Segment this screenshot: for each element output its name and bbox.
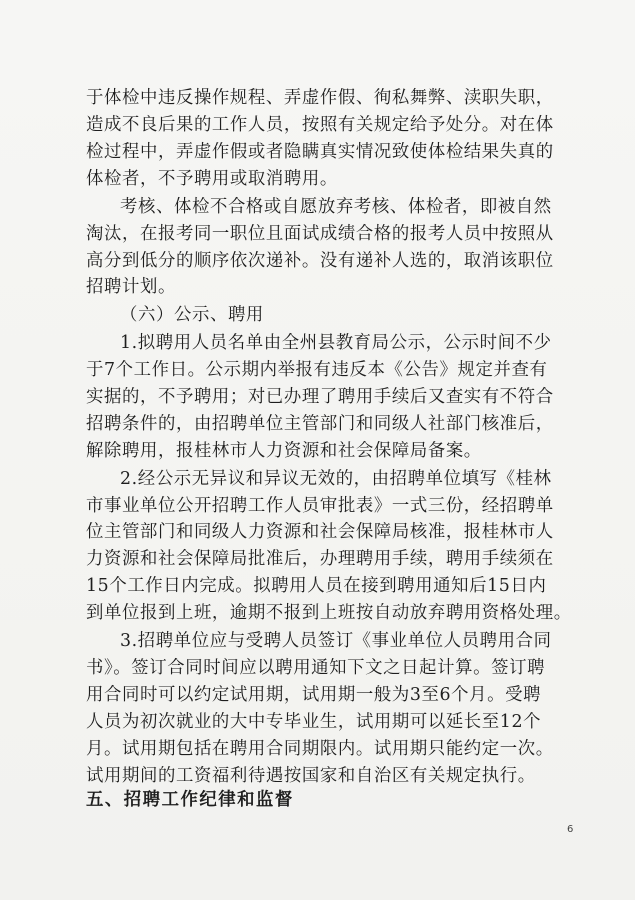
text-line: 招聘条件的，由招聘单位主管部门和同级人社部门核准后， bbox=[86, 413, 554, 434]
text-line: 市事业单位公开招聘工作人员审批表》一式三份，经招聘单 bbox=[86, 495, 554, 516]
text-line: 解除聘用，报桂林市人力资源和社会保障局备案。 bbox=[86, 440, 482, 461]
text-line: 招聘计划。 bbox=[86, 277, 176, 298]
text-line: 试用期间的工资福利待遇按国家和自治区有关规定执行。 bbox=[86, 765, 536, 786]
text-line: 月。试用期包括在聘用合同期限内。试用期只能约定一次。 bbox=[86, 738, 554, 759]
text-line: 高分到低分的顺序依次递补。没有递补人选的，取消该职位 bbox=[86, 250, 554, 271]
text-line: 书》。签订合同时间应以聘用通知下文之日起计算。签订聘 bbox=[86, 657, 546, 678]
text-line: 实据的，不予聘用；对已办理了聘用手续后又查实有不符合 bbox=[86, 386, 554, 407]
text-line: 2.经公示无异议和异议无效的，由招聘单位填写《桂林 bbox=[120, 468, 552, 489]
text-line: 到单位报到上班，逾期不报到上班按自动放弃聘用资格处理。 bbox=[86, 603, 572, 624]
text-line: 力资源和社会保障局批准后，办理聘用手续，聘用手续须在 bbox=[86, 549, 554, 570]
text-line: 1.拟聘用人员名单由全州县教育局公示，公示时间不少 bbox=[120, 333, 552, 353]
text-line: 15个工作日内完成。拟聘用人员在接到聘用通知后15日内 bbox=[86, 576, 547, 597]
section-heading: 五、招聘工作纪律和监督 bbox=[86, 790, 294, 810]
section-subheading: （六）公示、聘用 bbox=[120, 305, 264, 326]
text-line: 造成不良后果的工作人员，按照有关规定给予处分。对在体 bbox=[86, 114, 554, 135]
page-number: 6 bbox=[567, 824, 574, 835]
text-line: 于体检中违反操作规程、弄虚作假、徇私舞弊、渎职失职， bbox=[86, 88, 554, 108]
text-line: 于7个工作日。公示期内举报有违反本《公告》规定并查有 bbox=[86, 359, 548, 380]
text-line: 检过程中，弄虚作假或者隐瞒真实情况致使体检结果失真的 bbox=[86, 141, 554, 162]
text-line: 位主管部门和同级人力资源和社会保障局核准，报桂林市人 bbox=[86, 522, 554, 543]
text-line: 人员为初次就业的大中专毕业生，试用期可以延长至12个 bbox=[86, 711, 542, 732]
text-line: 用合同时可以约定试用期，试用期一般为3至6个月。受聘 bbox=[86, 684, 542, 705]
text-line: 3.招聘单位应与受聘人员签订《事业单位人员聘用合同 bbox=[120, 631, 552, 651]
text-line: 考核、体检不合格或自愿放弃考核、体检者，即被自然 bbox=[120, 196, 552, 217]
text-line: 体检者，不予聘用或取消聘用。 bbox=[86, 168, 338, 189]
text-line: 淘汰，在报考同一职位且面试成绩合格的报考人员中按照从 bbox=[86, 223, 554, 244]
